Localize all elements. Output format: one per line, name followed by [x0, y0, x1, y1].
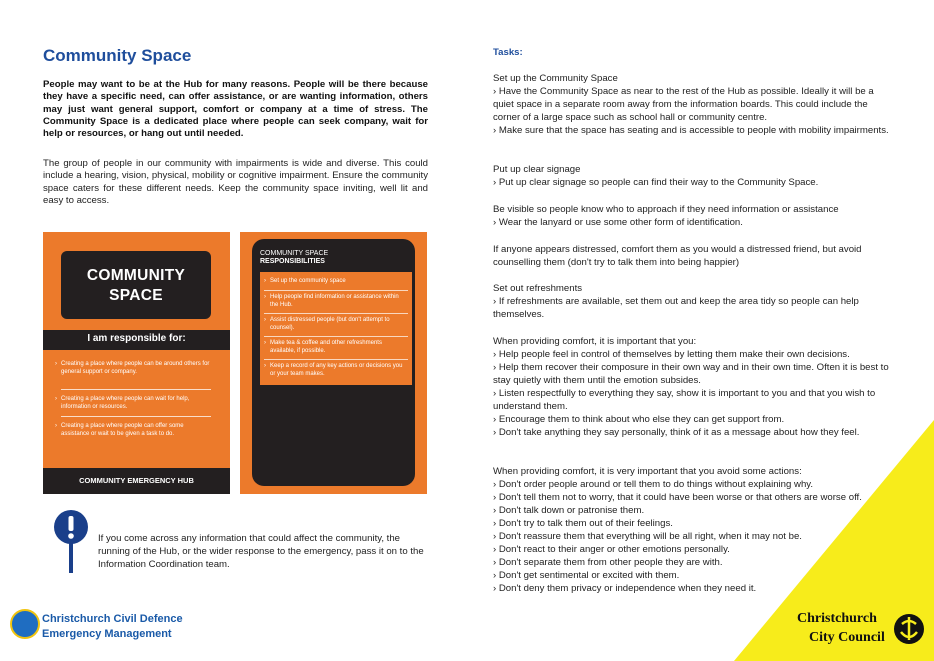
card-title-banner — [61, 251, 211, 319]
task-section — [493, 243, 893, 269]
card-list-item: › Creating a place where people can wait for help, information or resources. — [61, 395, 211, 411]
task-bullet: › Don't take anything they say personally, think of it as a message about how they feel. — [493, 427, 860, 438]
intro-bold-paragraph: People may want to be at the Hub for many reasons. People will be there because they have a specific need, can offer assistance, or are wanting information, others may just want general support, comfort or company at a time of stress. The Community Space is a dedicated place where people can seek company, wait for help or resources, or hang out until needed. — [43, 79, 428, 140]
task-section-heading: If anyone appears distressed, comfort them as you would a distressed friend, but avoid counselling them (don't try to talk them into being happier) — [493, 244, 862, 268]
card-subtitle: I am responsible for: — [87, 333, 186, 344]
task-section-heading: When providing comfort, it is very important that you avoid some actions: — [493, 466, 802, 477]
task-bullet: › Encourage them to think about who else they can get support from. — [493, 414, 785, 425]
task-section — [493, 335, 893, 439]
task-bullet: › Don't separate them from other people they are with. — [493, 557, 723, 568]
council-name-line2: City Council — [809, 630, 885, 645]
task-bullet: › Help them recover their composure in their own way and in their own time. Often it is best to stay quietly with them until the emotion subsides. — [493, 362, 889, 386]
task-section — [493, 203, 893, 229]
card-list-item: › Creating a place where people can be around others for general support or company. — [61, 360, 211, 376]
card-title: COMMUNITY SPACE — [86, 267, 186, 304]
task-section — [493, 163, 893, 189]
lanyard-card-header-line2: RESPONSIBILITIES — [260, 258, 325, 265]
task-bullet: › Don't get sentimental or excited with them. — [493, 570, 680, 581]
org-name-line2: Emergency Management — [42, 628, 172, 640]
task-bullet: › Don't react to their anger or other emotions personally. — [493, 544, 730, 555]
responsibilities-list — [260, 272, 412, 385]
task-section — [493, 72, 893, 137]
tasks-heading: Tasks: — [493, 47, 523, 58]
task-bullet: › Make sure that the space has seating and is accessible to people with mobility impairments. — [493, 125, 889, 136]
council-name-line1: Christchurch — [797, 611, 877, 626]
card-footer-text: COMMUNITY EMERGENCY HUB — [79, 476, 194, 485]
card-subtitle-bar — [43, 330, 230, 350]
task-bullet: › Listen respectfully to everything they say, show it is important to you and that you wish to understand them. — [493, 388, 876, 412]
divider — [61, 389, 211, 390]
task-bullet: › Don't tell them not to worry, that it could have been worse or that others are worse off. — [493, 492, 862, 503]
community-space-card — [43, 232, 230, 494]
exclamation-pin-icon — [53, 509, 89, 573]
task-bullet: › Don't talk down or patronise them. — [493, 505, 645, 516]
task-section-heading: When providing comfort, it is important that you: — [493, 336, 697, 347]
task-section-heading: Be visible so people know who to approach if they need information or assistance — [493, 204, 839, 215]
civil-defence-logo-icon — [10, 609, 40, 639]
divider — [264, 290, 408, 291]
lanyard-card-header-line1: COMMUNITY SPACE — [260, 250, 329, 257]
lanyard-card-body — [252, 239, 415, 486]
task-bullet: › Don't deny them privacy or independence when they need it. — [493, 583, 757, 594]
divider — [264, 313, 408, 314]
responsibility-item: › Set up the community space — [270, 278, 408, 286]
responsibility-item: › Keep a record of any key actions or decisions you or your team makes. — [270, 363, 408, 378]
task-bullet: › Don't try to talk them out of their feelings. — [493, 518, 673, 529]
task-bullet: › If refreshments are available, set them out and keep the area tidy so people can help themselves. — [493, 296, 859, 320]
responsibility-item: › Make tea & coffee and other refreshments available, if possible. — [270, 340, 408, 355]
task-section — [493, 465, 893, 595]
task-bullet: › Have the Community Space as near to the rest of the Hub as possible. Ideally it will be a quiet space in a separate room away from the information boards. This could include the corner of a large space such as school hall or community centre. — [493, 86, 874, 123]
task-bullet: › Help people feel in control of themselves by letting them make their own decisions. — [493, 349, 850, 360]
council-emblem-icon — [893, 612, 925, 646]
intro-paragraph: The group of people in our community with impairments is wide and diverse. This could include a hearing, vision, physical, mobility or cognitive impairment. Ensure the community space caters for these different needs. Keep the community space inviting, well lit and easy to access. — [43, 158, 428, 206]
task-section — [493, 282, 893, 321]
task-bullet: › Don't reassure them that everything will be all right, when it may not be. — [493, 531, 802, 542]
responsibility-item: › Help people find information or assistance within the Hub. — [270, 294, 408, 309]
divider — [61, 416, 211, 417]
task-section-heading: Set out refreshments — [493, 283, 583, 294]
task-section-heading: Put up clear signage — [493, 164, 581, 175]
lanyard-card-header — [260, 250, 410, 266]
task-bullet: › Don't order people around or tell them to do things without explaining why. — [493, 479, 814, 490]
info-note: If you come across any information that could affect the community, the running of the Hub, or the wider response to the emergency, pass it on to the Information Coordination team. — [98, 533, 424, 570]
responsibility-item: › Assist distressed people (but don't attempt to counsel). — [270, 317, 408, 332]
responsibilities-lanyard-card — [240, 232, 427, 494]
task-section-heading: Set up the Community Space — [493, 73, 618, 84]
page-title: Community Space — [43, 46, 192, 65]
org-name-line1: Christchurch Civil Defence — [42, 613, 183, 625]
task-bullet: › Put up clear signage so people can find their way to the Community Space. — [493, 177, 819, 188]
divider — [264, 336, 408, 337]
card-footer — [43, 468, 230, 494]
task-bullet: › Wear the lanyard or use some other form of identification. — [493, 217, 743, 228]
divider — [264, 359, 408, 360]
card-list-item: › Creating a place where people can offer some assistance or wait to be given a task to do. — [61, 422, 211, 438]
